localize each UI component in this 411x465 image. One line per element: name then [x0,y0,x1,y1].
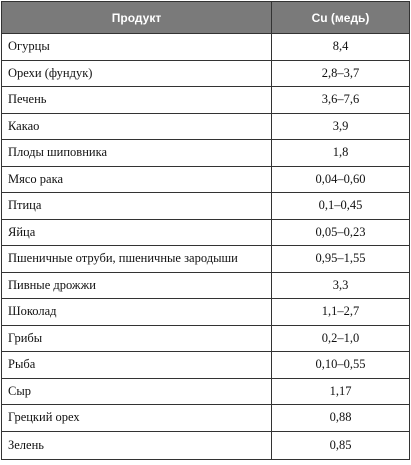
product-cell: Пивные дрожжи [2,272,272,299]
header-product: Продукт [2,2,272,34]
product-cell: Зелень [2,431,272,459]
product-cell: Грибы [2,325,272,352]
copper-value-cell: 0,85 [272,431,410,459]
copper-value-cell: 1,1–2,7 [272,299,410,326]
table-row [2,325,410,352]
product-cell: Пшеничные отруби, пшеничные зародыши [2,246,272,273]
copper-value-cell: 1,17 [272,378,410,405]
table-row [2,166,410,193]
table-row [2,60,410,87]
product-cell: Огурцы [2,34,272,61]
table-row [2,431,410,459]
table-row [2,87,410,114]
copper-value-cell: 3,9 [272,113,410,140]
copper-value-cell: 2,8–3,7 [272,60,410,87]
copper-value-cell: 0,10–0,55 [272,352,410,379]
product-cell: Печень [2,87,272,114]
product-cell: Какао [2,113,272,140]
copper-value-cell: 8,4 [272,34,410,61]
table-row [2,219,410,246]
table-row [2,299,410,326]
copper-value-cell: 0,05–0,23 [272,219,410,246]
copper-value-cell: 0,1–0,45 [272,193,410,220]
table-row [2,246,410,273]
table-row [2,113,410,140]
product-cell: Яйца [2,219,272,246]
copper-content-table [1,1,410,460]
product-cell: Птица [2,193,272,220]
product-cell: Шоколад [2,299,272,326]
product-cell: Рыба [2,352,272,379]
table-row [2,405,410,432]
copper-value-cell: 3,3 [272,272,410,299]
product-cell: Сыр [2,378,272,405]
copper-value-cell: 1,8 [272,140,410,167]
header-copper: Cu (медь) [272,2,410,34]
table-row [2,352,410,379]
table-row [2,193,410,220]
copper-value-cell: 0,95–1,55 [272,246,410,273]
copper-value-cell: 0,88 [272,405,410,432]
table-row [2,272,410,299]
product-cell: Плоды шиповника [2,140,272,167]
product-cell: Орехи (фундук) [2,60,272,87]
table-row [2,378,410,405]
copper-value-cell: 0,04–0,60 [272,166,410,193]
product-cell: Грецкий орех [2,405,272,432]
table-row [2,140,410,167]
copper-value-cell: 0,2–1,0 [272,325,410,352]
table-header-row [2,2,410,34]
product-cell: Мясо рака [2,166,272,193]
copper-value-cell: 3,6–7,6 [272,87,410,114]
table-row [2,34,410,61]
